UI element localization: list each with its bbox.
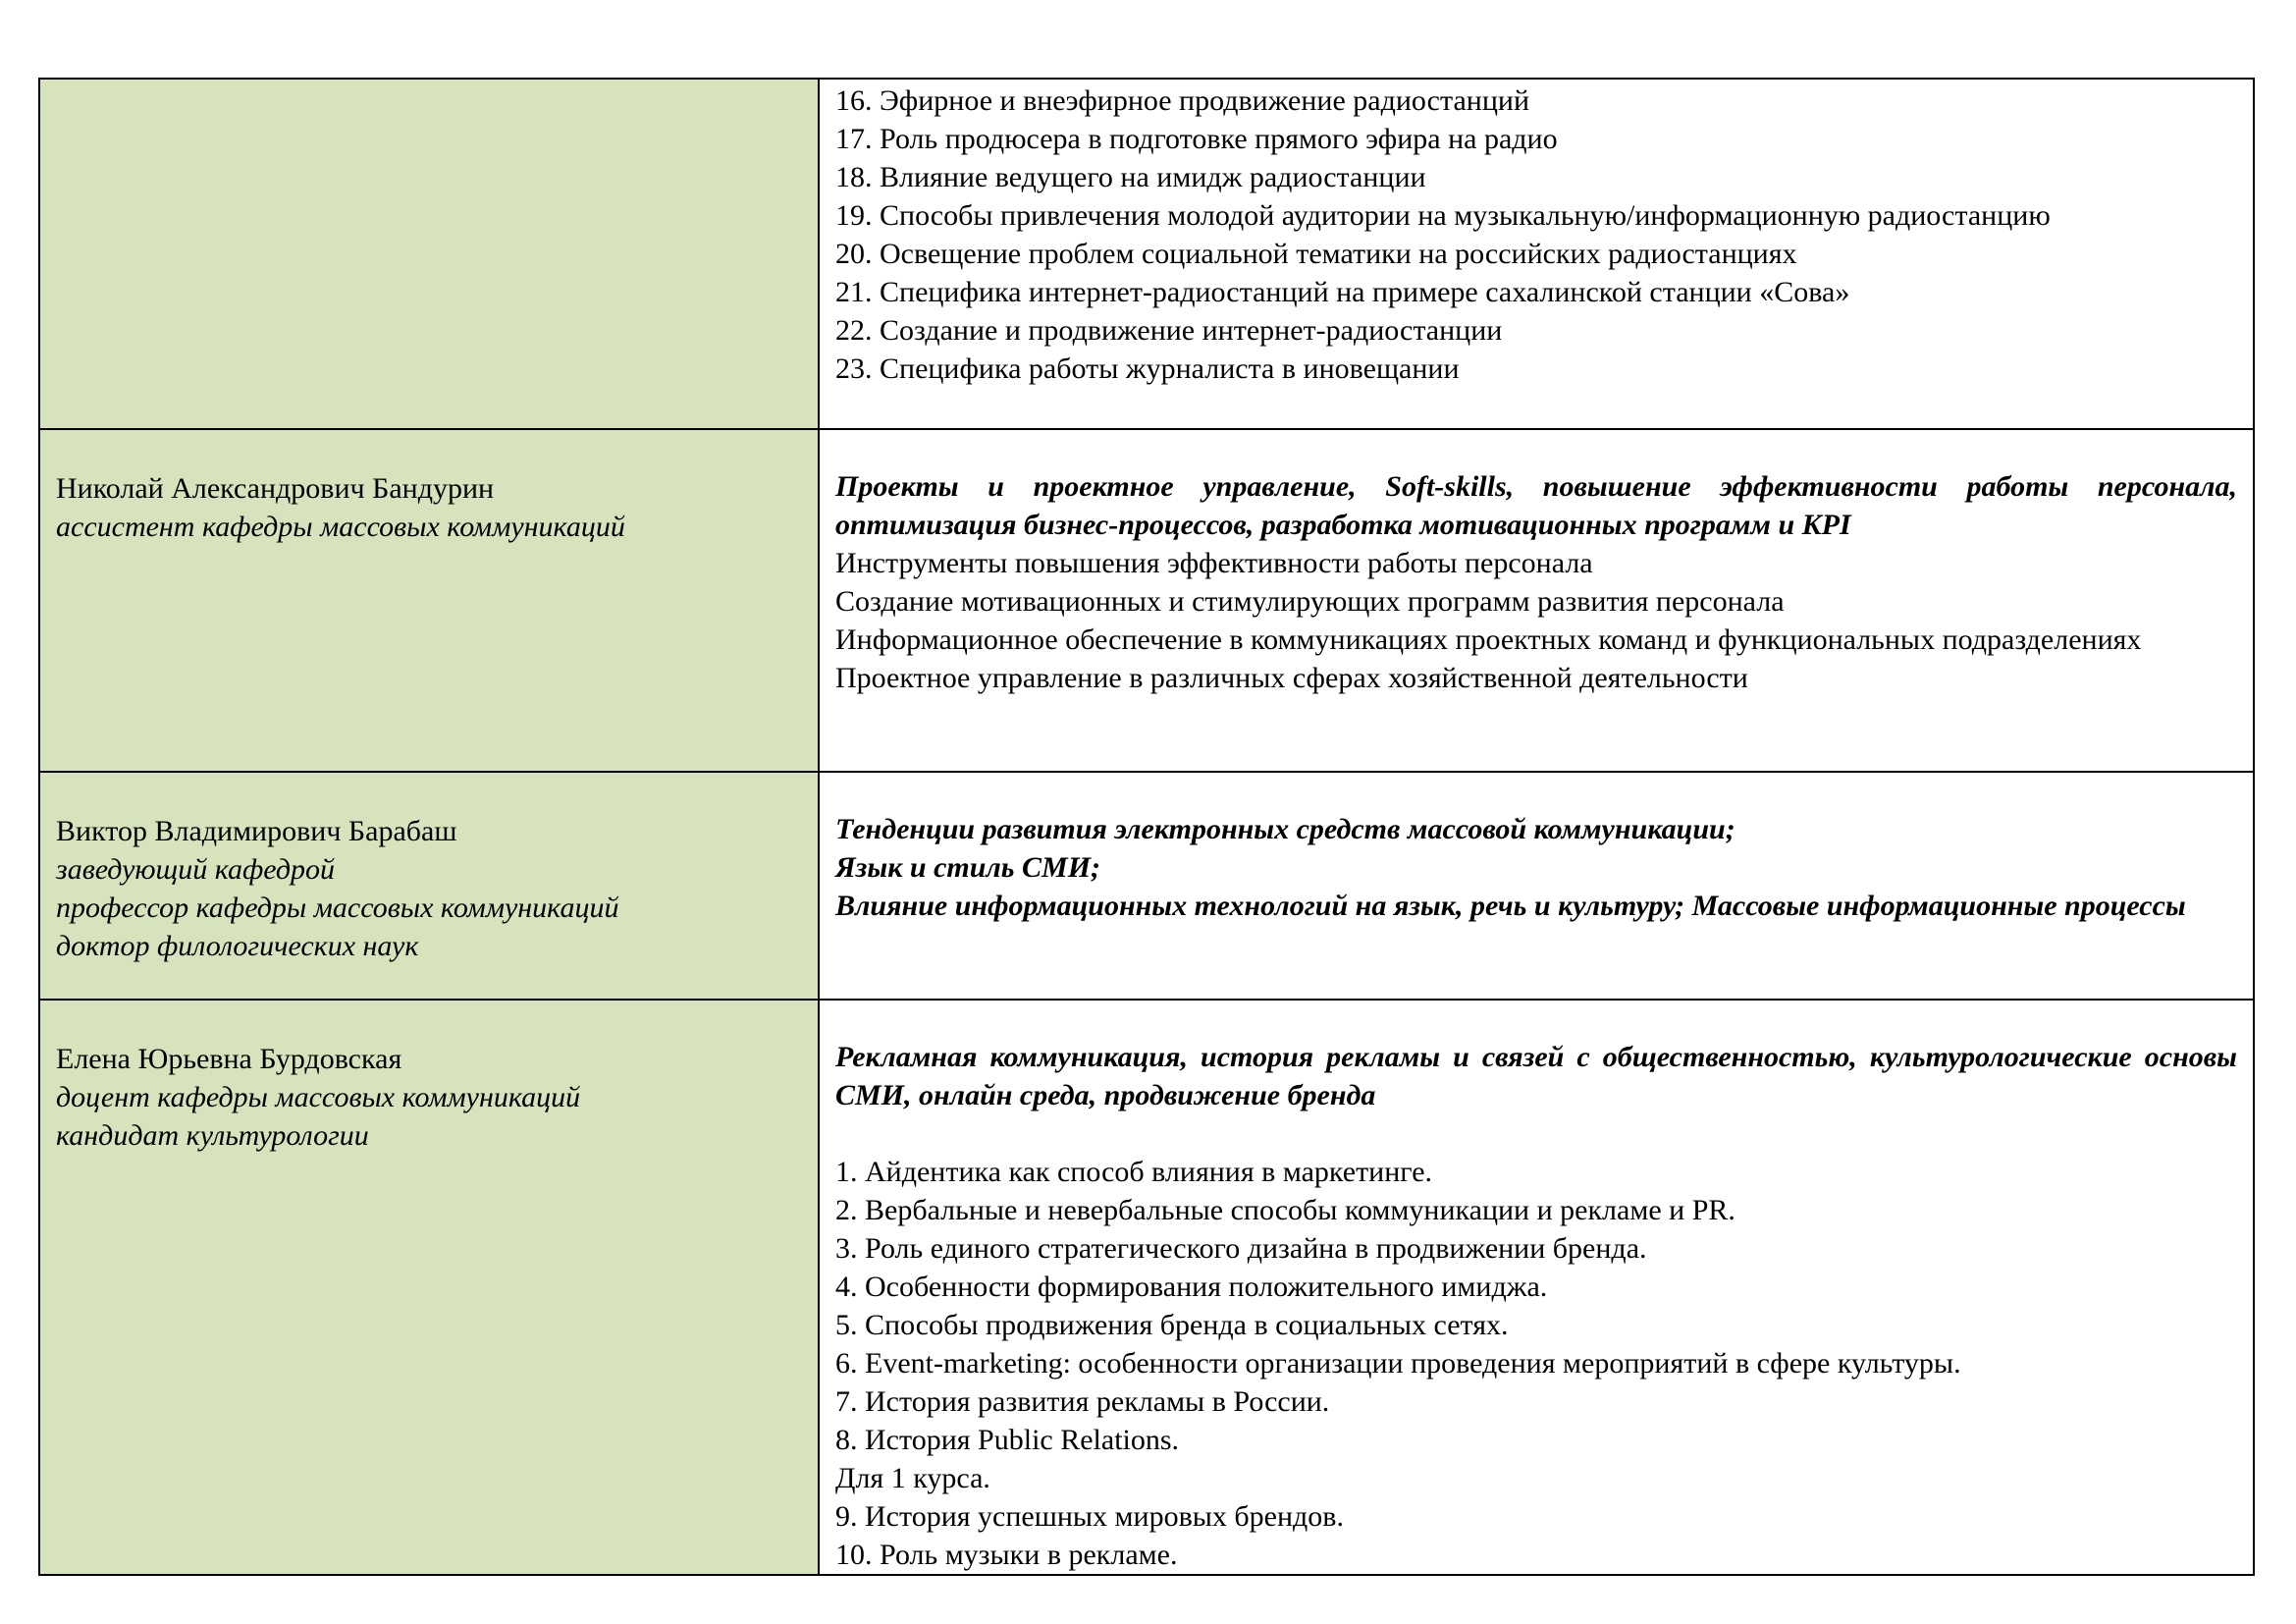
topic-item: 7. История развития рекламы в России. xyxy=(835,1385,1330,1418)
topics-heading: Влияние информационных технологий на язык, речь и культуру; Массовые информационные процессы xyxy=(835,890,2186,922)
topic-item: 23. Специфика работы журналиста в иновещании xyxy=(835,352,1460,385)
supervisor-cell xyxy=(39,1000,819,1575)
supervisor-cell xyxy=(39,429,819,772)
topics-heading: Язык и стиль СМИ; xyxy=(835,851,1101,884)
supervisor-position: доцент кафедры массовых коммуникаций xyxy=(56,1081,581,1113)
topic-item: 5. Способы продвижения бренда в социальных сетях. xyxy=(835,1309,1509,1341)
supervisor-degree: доктор филологических наук xyxy=(56,930,419,962)
topic-item: 19. Способы привлечения молодой аудитории на музыкальную/информационную радиостанцию xyxy=(835,199,2051,232)
topics-heading: Тенденции развития электронных средств массовой коммуникации; xyxy=(835,813,1735,845)
topic-item: Создание мотивационных и стимулирующих программ развития персонала xyxy=(835,585,1785,618)
course-note: Для 1 курса. xyxy=(835,1462,990,1494)
topic-item: 16. Эфирное и внеэфирное продвижение радиостанций xyxy=(835,84,1530,117)
supervisor-position: ассистент кафедры массовых коммуникаций xyxy=(56,511,625,543)
topic-item: Инструменты повышения эффективности работы персонала xyxy=(835,547,1593,579)
topic-item: 4. Особенности формирования положительного имиджа. xyxy=(835,1271,1548,1303)
topic-item: 17. Роль продюсера в подготовке прямого эфира на радио xyxy=(835,123,1558,155)
table-row xyxy=(39,772,2254,1000)
topic-item: 3. Роль единого стратегического дизайна в продвижении бренда. xyxy=(835,1232,1647,1265)
topics-cell xyxy=(819,772,2254,1000)
topics-heading: Проекты и проектное управление, Soft-skills, повышение эффективности работы персонала, оптимизация бизнес-процессов, разработка мотивационных программ и KPI xyxy=(835,470,2237,541)
topic-item: 21. Специфика интернет-радиостанций на примере сахалинской станции «Сова» xyxy=(835,276,1850,308)
topic-item: 18. Влияние ведущего на имидж радиостанции xyxy=(835,161,1426,193)
supervisor-degree: кандидат культурологии xyxy=(56,1119,369,1152)
supervisor-position: заведующий кафедрой xyxy=(56,853,336,886)
supervisor-name: Виктор Владимирович Барабаш xyxy=(56,815,457,847)
topic-item: 6. Event-marketing: особенности организации проведения мероприятий в сфере культуры. xyxy=(835,1347,1961,1380)
supervisor-cell xyxy=(39,79,819,429)
topic-item: 10. Роль музыки в рекламе. xyxy=(835,1539,1178,1571)
topic-item: 9. История успешных мировых брендов. xyxy=(835,1500,1344,1533)
supervisor-cell xyxy=(39,772,819,1000)
topic-item: 1. Айдентика как способ влияния в маркетинге. xyxy=(835,1156,1433,1188)
topics-cell xyxy=(819,1000,2254,1575)
topic-item: Проектное управление в различных сферах хозяйственной деятельности xyxy=(835,662,1748,694)
topic-item: 2. Вербальные и невербальные способы коммуникации и рекламе и PR. xyxy=(835,1194,1735,1226)
topics-cell xyxy=(819,429,2254,772)
supervisor-name: Елена Юрьевна Бурдовская xyxy=(56,1043,402,1075)
topics-cell xyxy=(819,79,2254,429)
supervisors-topics-table xyxy=(38,78,2255,1576)
table-row xyxy=(39,429,2254,772)
topic-item: 20. Освещение проблем социальной тематики на российских радиостанциях xyxy=(835,238,1797,270)
topic-item: Информационное обеспечение в коммуникациях проектных команд и функциональных подразделениях xyxy=(835,623,2142,656)
topic-item: 8. История Public Relations. xyxy=(835,1424,1180,1456)
supervisor-name: Николай Александрович Бандурин xyxy=(56,472,495,505)
supervisor-position: профессор кафедры массовых коммуникаций xyxy=(56,892,619,924)
topics-heading: Рекламная коммуникация, история рекламы и связей с общественностью, культурологические основы СМИ, онлайн среда, продвижение бренда xyxy=(835,1041,2237,1111)
spacer xyxy=(835,1114,2237,1153)
table-row xyxy=(39,1000,2254,1575)
table-row xyxy=(39,79,2254,429)
topic-item: 22. Создание и продвижение интернет-радиостанции xyxy=(835,314,1503,347)
